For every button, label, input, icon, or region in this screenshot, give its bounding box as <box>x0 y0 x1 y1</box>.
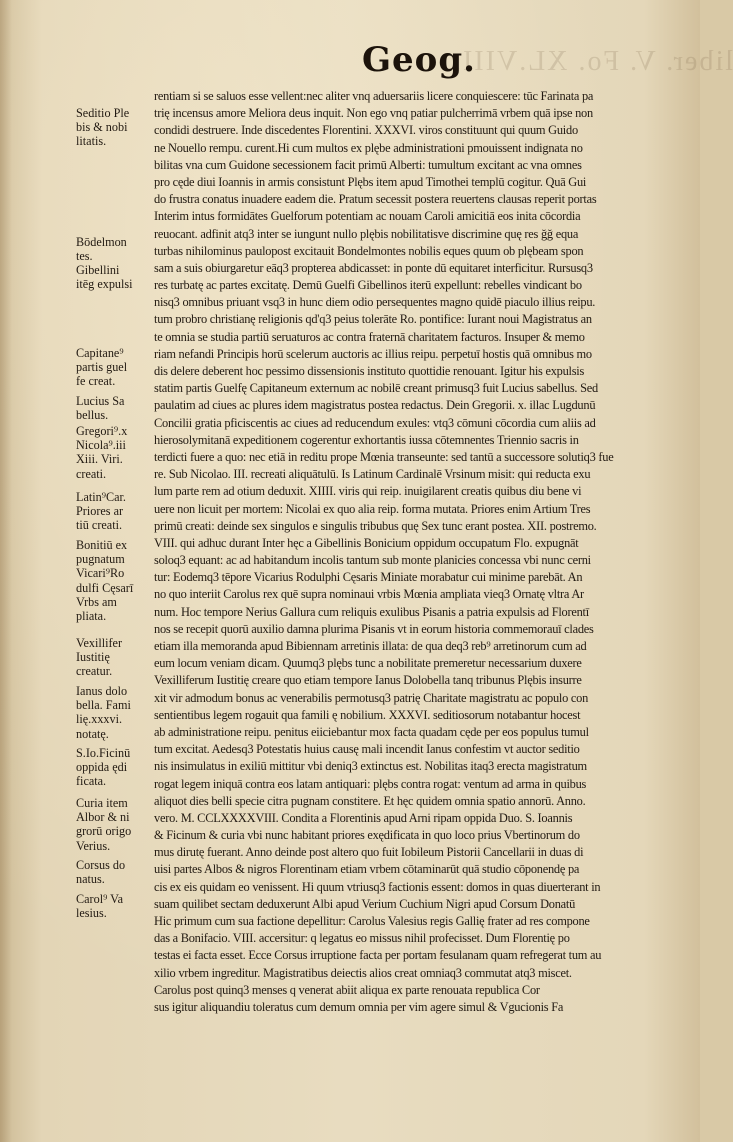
text-line: tur: Eodemq3 tēpore Vicarius Rodulphi Cęsaris Miniate morabatur cui minime parebāt. An <box>154 570 583 585</box>
margin-note-line: S.Io.Ficinū <box>76 746 131 760</box>
text-line: primū creati: deinde sex singulos e singulis tribubus quę Sex tunc erant postea. XII. postremo. <box>154 518 597 533</box>
text-line: no quo interiit Carolus rex quē supra nominaui vrbis Mœnia ampliata vieq3 Ornatę vltra Ar <box>154 587 584 602</box>
margin-note <box>76 490 152 533</box>
margin-note <box>76 684 152 741</box>
text-line: sus igitur aliquandiu toleratus cum demum omnia per vim agere simul & Vgucionis Fa <box>154 999 564 1014</box>
margin-note <box>76 796 152 853</box>
margin-note-line: grorū origo <box>76 824 132 839</box>
margin-note-line: Nicola⁹.iii <box>76 438 126 453</box>
margin-note-line: Bōdelmon <box>76 235 127 249</box>
margin-note-line: Corsus do <box>76 858 126 872</box>
margin-note <box>76 538 152 623</box>
text-line: terdicti fuere a quo: nec etiā in reditu prope Mœnia transeunte: sed tantū a successore solutiq3 fue <box>154 449 614 464</box>
margin-note-line: fe creat. <box>76 374 116 389</box>
text-line: suam quilibet sectam deduxerunt Albi apud Verium Cuchium Nigri apud Corsum Donatū <box>154 896 576 911</box>
margin-note <box>76 346 152 389</box>
text-line: rentiam si se saluos esse vellent:nec aliter vnq aduersariis licere conquiescere: tūc Farinata pa <box>154 89 594 103</box>
margin-note-line: bella. Fami <box>76 698 131 713</box>
text-line: Concilii gratia pficiscentis ac ciues ad reducendum exules: vtq3 cōmuni cōcordia cum aliis ad <box>154 415 596 430</box>
text-line: tum probro christianę religionis qd'q3 peius tolerāte Ro. pontifice: Iurant noui Magistratus an <box>154 312 592 327</box>
margin-note-line: ficata. <box>76 774 107 789</box>
text-line: nisq3 omnibus priuant vsq3 in hunc diem odio persequentes magno quidē piaculo illius reipu. <box>154 295 596 310</box>
text-line: das a Bonifacio. VIII. accersitur: q legatus eo missus nihil profecisset. Dum Florentię po <box>154 931 570 946</box>
text-line: soloq3 equant: ac ad habitandum incolis tantum sub monte planicies concessa vbi nunc cerni <box>154 553 591 568</box>
margin-note-line: itēg expulsi <box>76 277 133 292</box>
text-line: uere non licuit per mortem: Nicolai ex quo alia reip. forma mutata. Priores enim Artium Tres <box>154 501 591 516</box>
text-line: eum locum veniam dicam. Quumq3 plębs tunc a nobilitate premeretur necessarium duxere <box>154 656 582 671</box>
text-line: trię incensus amore Meliora deus inquit. Non ego vnq patiar pulcherrimā vrbem quā ipse non <box>154 106 593 121</box>
margin-note <box>76 394 152 422</box>
text-line: Carolus post quinq3 menses q venerat abiit aliqua ex parte renouata republica Cor <box>154 982 540 997</box>
margin-note-line: Xiii. Viri. <box>76 452 123 467</box>
text-line: lum parte rem ad otium deduxit. XIIII. viris qui reip. inuigilarent creatis quibus diu bene vi <box>154 484 582 499</box>
margin-note-line: Lucius Sa <box>76 394 125 408</box>
text-line: vero. M. CCLXXXXVIII. Condita a Florentinis apud Arni ripam oppida Duo. S. Ioannis <box>154 810 573 825</box>
text-line: uisi partes Albos & nigros Florentinam etiam vrbem cōtaminarūt quā studio cōponendę pa <box>154 862 580 877</box>
margin-note-line: dulfi Cęsarī <box>76 580 134 595</box>
text-line: xit vir admodum bonus ac venerabilis permotusq3 patrię Charitate magistratu ac populo con <box>154 690 589 705</box>
text-line: res turbatę ac partes excitatę. Demū Guelfi Gibellinos iterū expellunt: rebelles vindicant bo <box>154 278 582 293</box>
text-line: condidi destruere. Inde discedentes Florentini. XXXVI. viros constituunt qui quum Guido <box>154 123 578 138</box>
text-line: VIII. qui adhuc durant Inter hęc a Gibellinis Bonicium oppidum occupatum Flo. expugnāt <box>154 535 579 550</box>
bleed-through-text: liber. V. Fo. XL.VIII. <box>452 46 733 77</box>
text-line: nis insimulatus in exiliū mittitur vbi deniq3 extinctus est. Nobilitas itaq3 erecta magistratum <box>154 759 587 774</box>
margin-note <box>76 746 152 789</box>
text-line: rogat legem iniquā contra eos latam antiquari: plębs contra rogat: ventum ad arma in quibus <box>154 776 587 791</box>
margin-note-line: Gibellini <box>76 263 120 277</box>
margin-note-line: litatis. <box>76 134 107 149</box>
text-line: te omnia se studia partiū seruaturos ac contra fraternā charitatem facturos. Insuper & memo <box>154 329 585 344</box>
text-line: bilitas vna cum Guidone secessionem facit primū Alberti: tumultum excitant ac vna omnes <box>154 157 582 172</box>
margin-note-line: lię.xxxvi. <box>76 712 123 727</box>
text-line: paulatim ad ciues ac plures idem magistratus postea redactus. Dein Gregorii. x. illac Lugdunū <box>154 398 596 413</box>
text-line: pro cęde diui Ioannis in armis consistunt Plębs item apud Timothei templū cogitur. Quā Gui <box>154 174 587 189</box>
text-line: riam nefandi Principis horū scelerum auctoris ac illius reipu. perpetuī hostis quā omnibus mo <box>154 346 592 361</box>
margin-note-line: Verius. <box>76 838 111 853</box>
margin-note-line: Vexillifer <box>76 636 123 650</box>
margin-note-line: tiū creati. <box>76 518 123 533</box>
margin-note-line: Ianus dolo <box>76 684 128 698</box>
text-line: statim partis Guelfę Capitaneum externum ac nobilē creant primusq3 fuit Lucius sabellus. Sed <box>154 381 598 396</box>
margin-note-line: Iustitię <box>76 650 110 665</box>
text-line: Hic primum cum sua factione depellitur: Carolus Valesius regis Gallię frater ad res compone <box>154 914 590 928</box>
margin-note-line: Curia item <box>76 796 128 810</box>
margin-note <box>76 235 152 263</box>
text-line: aliquot dies belli specie citra pugnam constitere. Et hęc quidem omnia spatio annorū. Anno. <box>154 793 586 808</box>
margin-note-line: Capitane⁹ <box>76 346 124 360</box>
margin-note <box>76 636 152 679</box>
text-line: do frustra conatus inuadere eadem die. Pratum secessit postera reuertens clausas reperit portas <box>154 192 597 207</box>
text-line: sentientibus legem rogauit qua famili ę nobilium. XXXVI. seditiosorum notabantur hocest <box>154 707 581 722</box>
text-line: tum excitat. Aedesq3 Potestatis huius causę mali incendit Ianus confestim vt auctor seditio <box>154 742 580 757</box>
margin-note-line: bellus. <box>76 408 109 423</box>
margin-note-line: pliata. <box>76 609 107 624</box>
text-line: xilio vrbem ingreditur. Magistratibus deiectis alios creat omniaq3 commutat atq3 miscet. <box>154 965 572 980</box>
text-line: sam a suis obiurgaretur eāq3 propterea abdicasset: in ponte dū equitaret interficitur. Rursusq3 <box>154 260 593 275</box>
text-line: mus dirutę fuerant. Anno deinde post altero quo fuit Iobileum Pistorii Cancellarii in duas di <box>154 845 584 860</box>
margin-note-line: notatę. <box>76 726 109 741</box>
margin-note-line: Vrbs am <box>76 594 117 609</box>
margin-note-line: Latin⁹Car. <box>76 490 126 504</box>
text-line: ne Nouello rempu. curent.Hi cum multos ex plębe administrationi pmouissent indignata no <box>154 140 583 155</box>
text-line: Interim intus formidātes Guelforum potentiam ac nouam Caroli amicitiā eos inita cōcordia <box>154 209 581 224</box>
margin-note-line: oppida ędi <box>76 760 128 775</box>
margin-note-line: Bonitiū ex <box>76 538 128 552</box>
text-line: etiam illa memoranda apud Bibiennam arretinis illata: de qua deq3 reb⁹ arretinorum cum ad <box>154 639 587 653</box>
text-line: cis ex eis quidam eo venissent. Hi quum vtriusq3 factionis essent: domos in quas diuerterant in <box>154 879 601 894</box>
margin-note-line: Priores ar <box>76 504 124 519</box>
margin-note <box>76 892 152 920</box>
text-line: num. Hoc tempore Nerius Gallura cum reliquis exulibus Pisanis a patria expulsis ad Florentī <box>154 604 589 619</box>
text-line: reuocant. adfinit atq3 inter se iungunt nullo plębis nobilitatisve discrimine quę res ğğ equa <box>154 226 579 241</box>
text-line: nos se recepit quorū auxilio damna plurima Pisanis vt in eorum historia commemorauī clades <box>154 621 594 636</box>
text-line: dis delere deberent hoc pessimo dissensionis instituto quottidie renouant. Igitur his expulsis <box>154 364 585 378</box>
margin-note-line: Gregori⁹.x <box>76 424 128 438</box>
margin-note <box>76 858 152 886</box>
margin-note-line: Seditio Ple <box>76 106 130 120</box>
margin-note-line: lesius. <box>76 906 107 921</box>
text-line: turbas nihilominus paulopost excitauit Bondelmontes nobilis eques quum ob plębeam spon <box>154 243 584 258</box>
margin-note-line: Carol⁹ Va <box>76 892 124 906</box>
text-line: ab administratione reipu. penitus eiiciebantur mox facta quadam cęde per eos populus tumul <box>154 724 589 739</box>
margin-note <box>76 424 152 481</box>
margin-note-line: pugnatum <box>76 552 125 567</box>
text-line: hierosolymitanā expeditionem cogerentur exhortantis iussa cōtemnentes Triennio sacris in <box>154 432 579 447</box>
margin-note <box>76 106 152 149</box>
binding-shadow <box>0 0 12 1142</box>
page-header-title: Geog. <box>362 40 476 80</box>
text-line: & Ficinum & curia vbi nunc habitant priores exędificata in quo loco prius Vbertinorum do <box>154 828 580 843</box>
margin-note-line: tes. <box>76 249 93 264</box>
margin-note <box>76 263 152 291</box>
text-line: testas ei facta esset. Ecce Corsus irruptione facta per portam fesulanam quam refregerat tum au <box>154 948 602 963</box>
text-line: re. Sub Nicolao. III. recreati aliquātulū. Is Latinum Cardinalē Vrsinum misit: qui reducta exu <box>154 467 591 482</box>
main-text-block <box>154 88 690 1016</box>
margin-note-line: creatur. <box>76 664 113 679</box>
margin-note-line: Albor & ni <box>76 810 130 825</box>
margin-note-line: bis & nobi <box>76 120 128 135</box>
margin-note-line: natus. <box>76 872 105 887</box>
margin-note-line: partis guel <box>76 360 128 375</box>
margin-note-line: creati. <box>76 466 107 481</box>
text-line: Vexilliferum Iustitię creare quo etiam tempore Ianus Dolobella tanq tribunus Plębis insurre <box>154 673 582 688</box>
margin-note-line: Vicari⁹Ro <box>76 566 125 581</box>
